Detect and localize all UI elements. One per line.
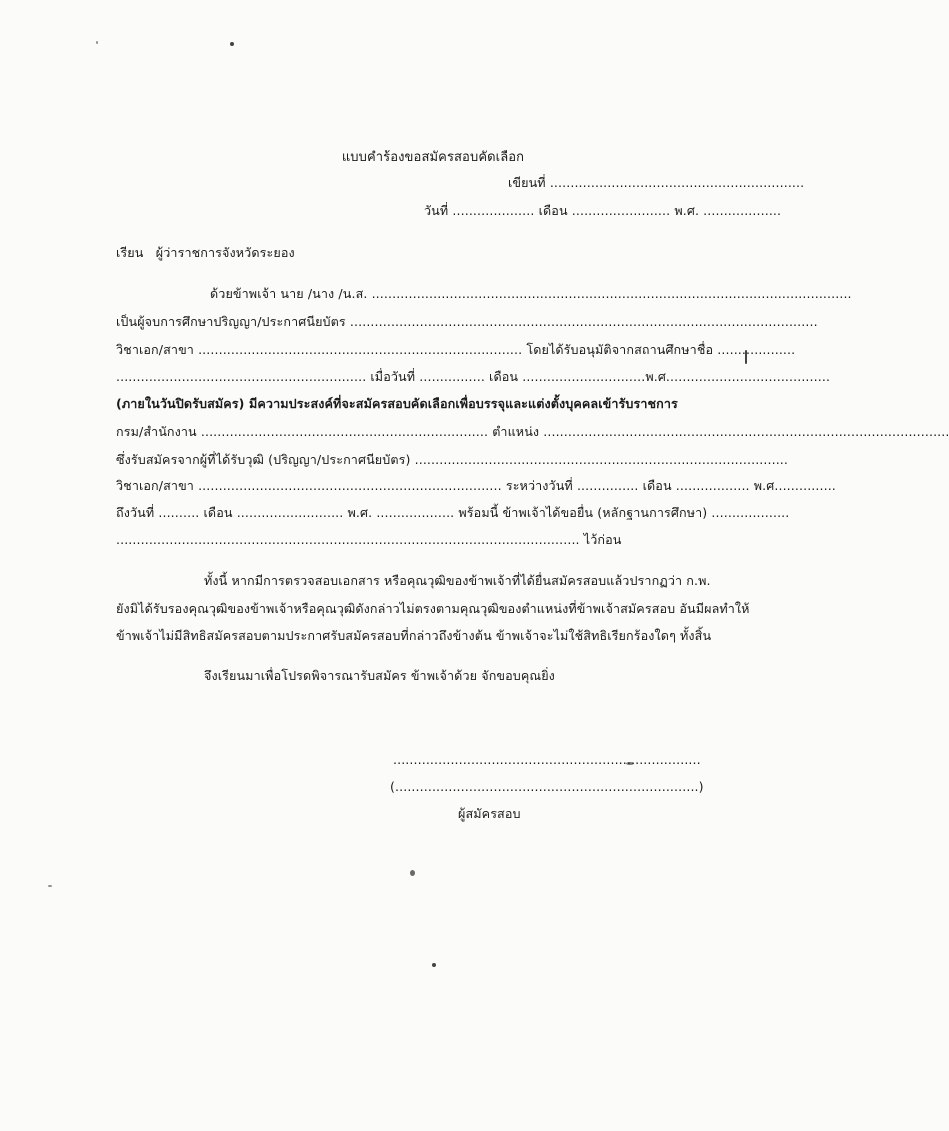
required-qualification-field[interactable]: ...........................................................................................: [414, 452, 789, 467]
scan-speck: [48, 885, 52, 887]
institution-field-cont[interactable]: .............................................................: [116, 369, 367, 384]
major-label-2: วิชาเอก/สาขา: [116, 478, 194, 493]
major-field[interactable]: ...............................................................................: [198, 342, 523, 357]
approval-year-label: พ.ศ.: [645, 369, 671, 384]
condition-paragraph-line-3: ข้าพเจ้าไม่มีสิทธิสมัครสอบตามประกาศรับสมัครสอบที่กล่าวถึงข้างต้น ข้าพเจ้าจะไม่ใช้สิทธิเรียกร้องใดๆ ทั้งสิ้น: [116, 628, 712, 643]
condition-paragraph-line-2: ยังมิได้รับรองคุณวุฒิของข้าพเจ้าหรือคุณวุฒิดังกล่าวไม่ตรงตามคุณวุฒิของตำแหน่งที่ข้าพเจ้าสมัครสอบ อันมีผลทำให้: [116, 601, 750, 616]
applicant-name-line: [210, 286, 852, 302]
date-year-field[interactable]: ...................: [703, 203, 782, 218]
department-field[interactable]: ......................................................................: [200, 424, 489, 439]
scan-speck: [96, 41, 98, 44]
submitted-evidence-field[interactable]: ...................: [711, 505, 790, 520]
position-field[interactable]: ...................................................................................................: [543, 424, 949, 439]
period-start-year-label: พ.ศ.: [753, 478, 779, 493]
written-at-label: เขียนที่: [508, 175, 546, 190]
major-field-2[interactable]: ..........................................................................: [198, 478, 502, 493]
intent-statement: (ภายในวันปิดรับสมัคร) มีความประสงค์ที่จะสมัครสอบคัดเลือกเพื่อบรรจุและแต่งตั้งบุคคลเข้ารับราชการ: [116, 396, 678, 411]
submitted-evidence-field-cont[interactable]: .................................................................................................................: [116, 532, 580, 547]
submitted-evidence-suffix: ไว้ก่อน: [583, 532, 622, 547]
period-end-year-field[interactable]: ...................: [376, 505, 455, 520]
date-label: วันที่: [424, 203, 449, 218]
date-day-field[interactable]: ....................: [452, 203, 535, 218]
scan-speck: [432, 963, 436, 967]
institution-field[interactable]: ...................: [717, 342, 796, 357]
submitted-evidence-line: [116, 532, 622, 548]
approval-day-field[interactable]: ................: [419, 369, 485, 384]
period-start-day-field[interactable]: ...............: [576, 478, 639, 493]
signature-field[interactable]: ...........................................................................: [393, 752, 701, 767]
department-line: [116, 424, 949, 440]
salutation-label: เรียน: [116, 245, 144, 260]
major-line: [116, 342, 795, 358]
application-period-line: [116, 478, 836, 494]
approval-month-field[interactable]: ..............................: [522, 369, 646, 384]
period-end-line: [116, 505, 789, 521]
degree-label: เป็นผู้จบการศึกษาปริญญา/ประกาศนียบัตร: [116, 314, 346, 329]
required-qualification-label: ซึ่งรับสมัครจากผู้ที่ได้รับวุฒิ (ปริญญา/ประกาศนียบัตร): [116, 452, 411, 467]
written-at-field[interactable]: ..............................................................: [549, 175, 805, 190]
condition-paragraph-line-1: ทั้งนี้ หากมีการตรวจสอบเอกสาร หรือคุณวุฒิของข้าพเจ้าที่ได้ยื่นสมัครสอบแล้วปรากฏว่า ก.พ.: [204, 573, 711, 588]
period-start-label: ระหว่างวันที่: [505, 478, 573, 493]
date-year-label: พ.ศ.: [674, 203, 700, 218]
period-end-year-label: พ.ศ.: [347, 505, 373, 520]
signature-name-field[interactable]: (..........................................................................): [390, 779, 704, 794]
degree-line: [116, 314, 818, 330]
approval-date-line: [116, 369, 830, 385]
period-end-month-label: เดือน: [203, 505, 233, 520]
date-month-label: เดือน: [538, 203, 568, 218]
period-end-day-field[interactable]: ..........: [158, 505, 200, 520]
closing-statement: จึงเรียนมาเพื่อโปรดพิจารณารับสมัคร ข้าพเจ้าด้วย จักขอบคุณยิ่ง: [204, 668, 555, 683]
written-at-line: [508, 175, 804, 191]
date-month-field[interactable]: ........................: [571, 203, 671, 218]
approved-by-label: โดยได้รับอนุมัติจากสถานศึกษาชื่อ: [526, 342, 714, 357]
approval-date-label: เมื่อวันที่: [370, 369, 416, 384]
department-label: กรม/สำนักงาน: [116, 424, 197, 439]
approval-month-label: เดือน: [489, 369, 519, 384]
period-start-year-field[interactable]: ..............: [778, 478, 836, 493]
period-end-label: ถึงวันที่: [116, 505, 155, 520]
scan-speck: [410, 870, 415, 876]
required-qualification-line: [116, 452, 788, 468]
period-start-month-label: เดือน: [642, 478, 672, 493]
position-label: ตำแหน่ง: [492, 424, 540, 439]
degree-field[interactable]: ..................................................................................................................: [349, 314, 818, 329]
salutation: [116, 245, 295, 261]
approval-year-field[interactable]: .......................................: [670, 369, 831, 384]
applicant-name-label: ด้วยข้าพเจ้า นาย /นาง /น.ส.: [210, 286, 368, 301]
salutation-recipient: ผู้ว่าราชการจังหวัดระยอง: [155, 245, 295, 260]
date-line: [424, 203, 781, 219]
scan-speck: [230, 42, 234, 46]
submitted-evidence-label: พร้อมนี้ ข้าพเจ้าได้ขอยื่น (หลักฐานการศึกษา): [458, 505, 708, 520]
form-title: แบบคำร้องขอสมัครสอบคัดเลือก: [341, 150, 525, 165]
major-label: วิชาเอก/สาขา: [116, 342, 194, 357]
signature-role: ผู้สมัครสอบ: [458, 806, 521, 821]
applicant-name-field[interactable]: .....................................................................................................................: [371, 286, 852, 301]
period-start-month-field[interactable]: ..................: [675, 478, 750, 493]
period-end-month-field[interactable]: ..........................: [236, 505, 344, 520]
